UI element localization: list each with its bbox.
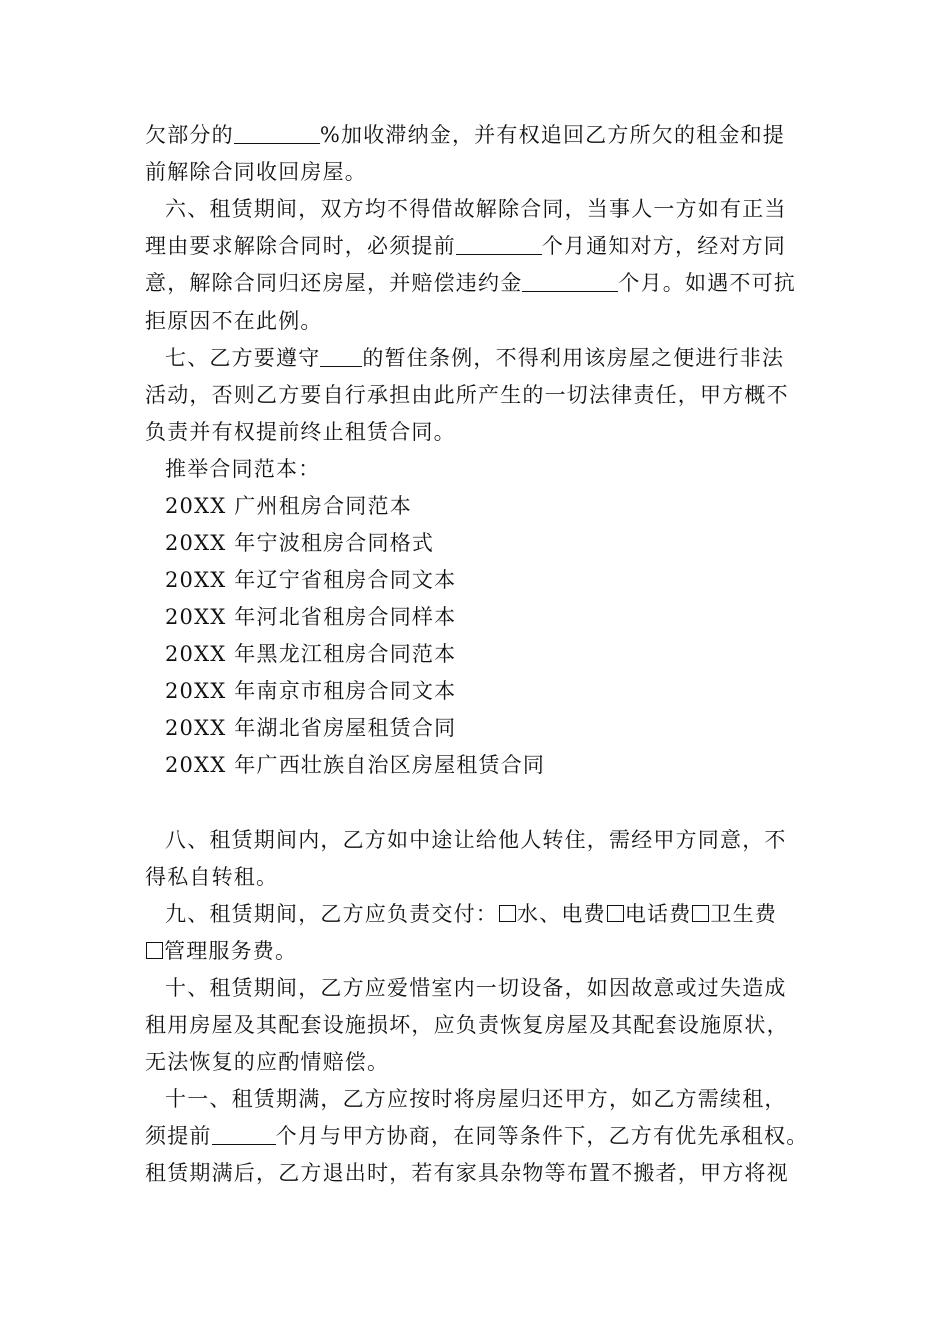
clause5-line2: 前解除合同收回房屋。	[145, 160, 367, 184]
clause11-line3: 租赁期满后，乙方退出时，若有家具杂物等布置不搬者，甲方将视	[145, 1161, 789, 1185]
blank-late-fee-percent	[234, 123, 320, 144]
text-run: 个月。如遇不可抗	[618, 271, 797, 295]
text-run: 九、租赁期间，乙方应负责交付：	[165, 902, 498, 926]
recommend-heading: 推举合同范本：	[165, 457, 321, 481]
clause7-line2: 活动，否则乙方要自行承担由此所产生的一切法律责任，甲方概不	[145, 383, 789, 407]
recommend-link-5[interactable]: 20XX 年黑龙江租房合同范本	[165, 642, 457, 666]
clause7-line3: 负责并有权提前终止租赁合同。	[145, 420, 456, 444]
clause9-line2	[145, 936, 825, 966]
blank-notice-months	[456, 234, 542, 255]
text-run: 七、乙方要遵守	[165, 346, 321, 370]
checkbox-water-electricity[interactable]	[499, 905, 516, 922]
clause11-line1: 十一、租赁期满，乙方应按时将房屋归还甲方，如乙方需续租，	[165, 1087, 787, 1111]
text-run: 个月与甲方协商，在同等条件下，乙方有优先承租权。	[275, 1124, 809, 1148]
clause8-line2: 得私自转租。	[145, 865, 279, 889]
text-run: 的暂住条例，不得利用该房屋之便进行非法	[362, 346, 785, 370]
option-label: 电话费	[624, 902, 692, 926]
text-run: %加收滞纳金，并有权追回乙方所欠的租金和提	[319, 123, 785, 147]
clause7-line1	[165, 343, 845, 373]
blank-renewal-months	[212, 1124, 276, 1145]
option-label: 管理服务费。	[164, 939, 298, 963]
clause10-line1: 十、租赁期间，乙方应爱惜室内一切设备，如因故意或过失造成	[165, 976, 787, 1000]
blank-penalty-months	[522, 271, 618, 292]
recommend-link-2[interactable]: 20XX 年宁波租房合同格式	[165, 531, 435, 555]
text-run: 意，解除合同归还房屋，并赔偿违约金	[145, 271, 523, 295]
text-run: 理由要求解除合同时，必须提前	[145, 234, 456, 258]
text-run: 须提前	[145, 1124, 212, 1148]
clause8-line1: 八、租赁期间内，乙方如中途让给他人转住，需经甲方同意，不	[165, 828, 787, 852]
clause6-line2	[145, 231, 825, 261]
clause10-line3: 无法恢复的应酌情赔偿。	[145, 1050, 390, 1074]
blank-regulation-place	[320, 346, 362, 367]
recommend-link-1[interactable]: 20XX 广州租房合同范本	[165, 494, 412, 518]
text-run: 欠部分的	[145, 123, 234, 147]
recommend-link-7[interactable]: 20XX 年湖北省房屋租赁合同	[165, 716, 457, 740]
text-run: 个月通知对方，经对方同	[541, 234, 787, 258]
checkbox-management[interactable]	[146, 942, 163, 959]
checkbox-phone[interactable]	[607, 905, 624, 922]
recommend-link-8[interactable]: 20XX 年广西壮族自治区房屋租赁合同	[165, 753, 546, 777]
option-label: 水、电费	[517, 902, 606, 926]
recommend-link-4[interactable]: 20XX 年河北省租房合同样本	[165, 605, 457, 629]
clause9-line1	[165, 899, 845, 929]
clause6-line1: 六、租赁期间，双方均不得借故解除合同，当事人一方如有正当	[165, 197, 787, 221]
clause10-line2: 租用房屋及其配套设施损坏，应负责恢复房屋及其配套设施原状，	[145, 1013, 789, 1037]
checkbox-sanitation[interactable]	[692, 905, 709, 922]
recommend-link-3[interactable]: 20XX 年辽宁省租房合同文本	[165, 568, 457, 592]
recommend-link-6[interactable]: 20XX 年南京市租房合同文本	[165, 679, 457, 703]
clause11-line2	[145, 1121, 825, 1151]
option-label: 卫生费	[710, 902, 778, 926]
clause5-line1	[145, 120, 825, 150]
clause6-line3	[145, 268, 825, 298]
clause6-line4: 拒原因不在此例。	[145, 309, 323, 333]
